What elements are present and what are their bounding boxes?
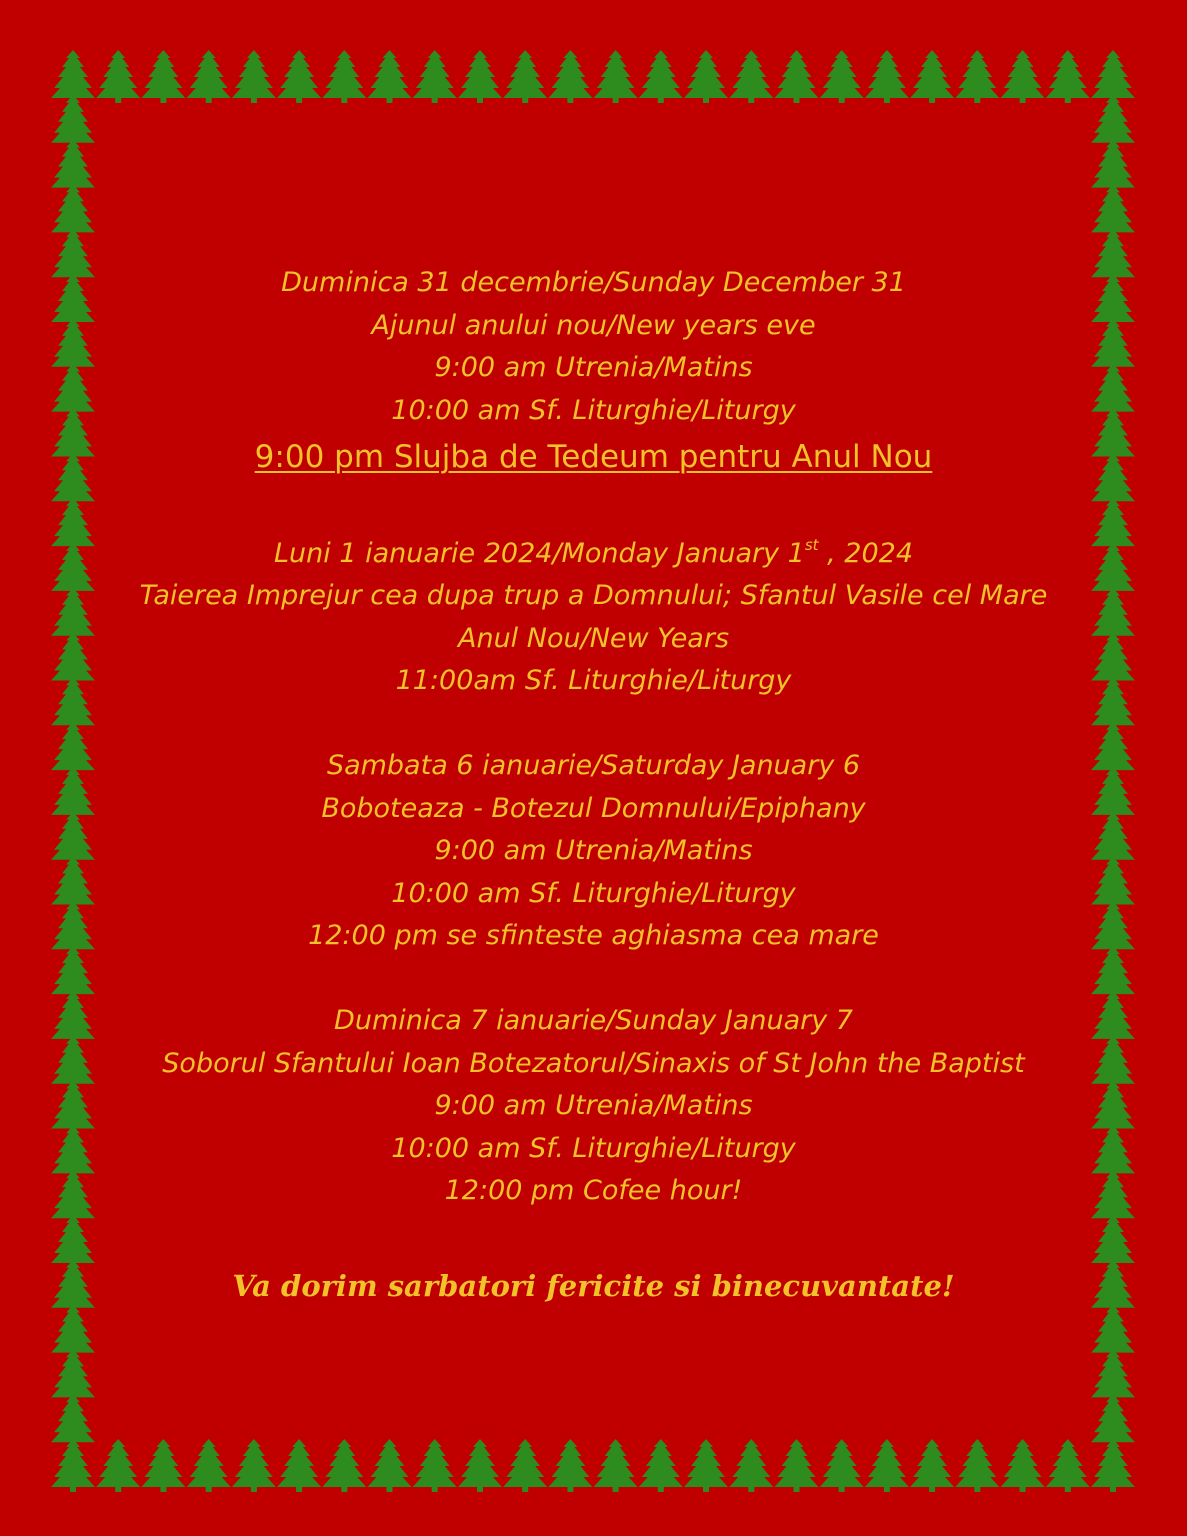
event-line: 9:00 am Utrenia/Matins (434, 352, 753, 383)
christmas-tree-icon (232, 1439, 276, 1492)
christmas-tree-icon (322, 50, 366, 103)
christmas-tree-icon (277, 50, 321, 103)
event-line: Sambata 6 ianuarie/Saturday January 6 (326, 750, 861, 781)
christmas-tree-icon (277, 1439, 321, 1492)
christmas-tree-icon (322, 1439, 366, 1492)
christmas-tree-icon (368, 1439, 412, 1492)
date-year: , 2024 (818, 537, 913, 569)
event-line: Ajunul anului nou/New years eve (371, 309, 816, 341)
event-line: 9:00 am Utrenia/Matins (434, 835, 753, 866)
event-line: 9:00 am Utrenia/Matins (434, 1090, 753, 1121)
christmas-tree-icon (639, 50, 683, 103)
christmas-tree-icon (96, 50, 140, 103)
christmas-tree-icon (684, 1439, 728, 1492)
christmas-tree-icon (910, 1439, 954, 1492)
christmas-tree-icon (775, 50, 819, 103)
christmas-tree-icon (187, 50, 231, 103)
christmas-tree-icon (141, 50, 185, 103)
christmas-tree-icon (1001, 50, 1045, 103)
event-line: 12:00 pm Cofee hour! (444, 1175, 743, 1206)
event-line: 10:00 am Sf. Liturghie/Liturgy (391, 877, 796, 909)
event-line: Soborul Sfantului Ioan Botezatorul/Sinaxis of St John the Baptist (162, 1047, 1025, 1079)
event-line: 11:00am Sf. Liturghie/Liturgy (395, 665, 792, 696)
christmas-tree-icon (865, 1439, 909, 1492)
christmas-tree-icon (503, 1439, 547, 1492)
christmas-tree-icon (51, 1394, 95, 1447)
christmas-tree-icon (458, 50, 502, 103)
ordinal-suffix: st (804, 535, 819, 554)
christmas-tree-icon (594, 50, 638, 103)
christmas-tree-icon (141, 1439, 185, 1492)
event-line: Anul Nou/New Years (457, 622, 730, 654)
christmas-tree-icon (96, 1439, 140, 1492)
christmas-tree-icon (729, 50, 773, 103)
event-line: Boboteaza - Botezul Domnului/Epiphany (321, 792, 866, 824)
date-text: Luni 1 ianuarie 2024/Monday January 1 (274, 537, 805, 569)
christmas-tree-icon (413, 50, 457, 103)
christmas-tree-icon (232, 50, 276, 103)
event-line: Taierea Imprejur cea dupa trup a Domnului; Sfantul Vasile cel Mare (139, 580, 1048, 611)
section-epiphany (90, 745, 1097, 958)
christmas-tree-icon (865, 50, 909, 103)
christmas-tree-icon (548, 1439, 592, 1492)
christmas-tree-icon (368, 50, 412, 103)
section-synaxis (90, 1000, 1097, 1213)
christmas-tree-icon (1046, 1439, 1090, 1492)
event-line: Duminica 7 ianuarie/Sunday January 7 (334, 1005, 853, 1036)
christmas-tree-icon (187, 1439, 231, 1492)
christmas-tree-icon (820, 50, 864, 103)
christmas-tree-icon (1091, 1394, 1135, 1447)
te-deum-highlight: 9:00 pm Slujba de Tedeum pentru Anul Nou (254, 439, 933, 475)
christmas-tree-icon (594, 1439, 638, 1492)
event-date-line (90, 533, 1097, 576)
christmas-tree-icon (820, 1439, 864, 1492)
christmas-tree-icon (503, 50, 547, 103)
christmas-tree-icon (955, 50, 999, 103)
christmas-tree-icon (955, 1439, 999, 1492)
christmas-tree-icon (548, 50, 592, 103)
christmas-tree-icon (729, 1439, 773, 1492)
event-line: 12:00 pm se sfinteste aghiasma cea mare (308, 920, 879, 951)
christmas-tree-icon (684, 50, 728, 103)
event-line: Duminica 31 decembrie/Sunday December 31 (281, 267, 906, 298)
event-line: 10:00 am Sf. Liturghie/Liturgy (391, 1132, 796, 1164)
christmas-tree-icon (1046, 50, 1090, 103)
christmas-tree-icon (458, 1439, 502, 1492)
christmas-tree-icon (413, 1439, 457, 1492)
christmas-tree-icon (910, 50, 954, 103)
section-new-year (90, 533, 1097, 703)
closing-greeting: Va dorim sarbatori fericite si binecuvantate! (232, 1269, 955, 1303)
christmas-tree-icon (1001, 1439, 1045, 1492)
event-line: 10:00 am Sf. Liturghie/Liturgy (391, 394, 796, 426)
section-new-years-eve (90, 262, 1097, 490)
christmas-tree-icon (639, 1439, 683, 1492)
christmas-tree-icon (775, 1439, 819, 1492)
